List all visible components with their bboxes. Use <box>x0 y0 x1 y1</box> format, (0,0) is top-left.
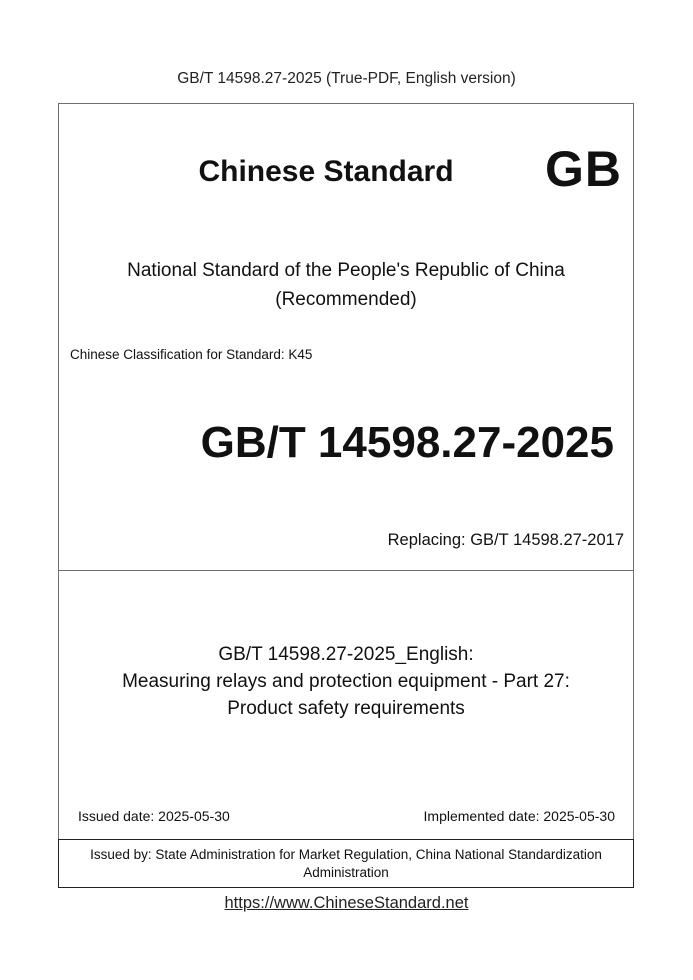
issued-date: Issued date: 2025-05-30 <box>78 808 230 824</box>
replacing-text: Replacing: GB/T 14598.27-2017 <box>387 531 624 549</box>
implemented-date: Implemented date: 2025-05-30 <box>423 808 615 824</box>
website-link[interactable]: https://www.ChineseStandard.net <box>224 894 469 912</box>
standard-number: GB/T 14598.27-2025 <box>200 418 614 467</box>
national-line-2: (Recommended) <box>275 289 417 310</box>
document-header-title: GB/T 14598.27-2025 (True-PDF, English version) <box>177 70 516 87</box>
national-line-1: National Standard of the People's Republic of China <box>127 260 565 281</box>
standard-label: Chinese Standard <box>198 155 454 188</box>
title-line-2: Measuring relays and protection equipment - Part 27: <box>122 671 570 692</box>
national-standard-text <box>58 256 634 314</box>
issuer-text: Issued by: State Administration for Market Regulation, China National Standardization Administration <box>90 847 602 880</box>
title-line-3: Product safety requirements <box>227 698 465 719</box>
gb-mark: GB <box>545 141 622 197</box>
document-title-block <box>58 641 634 722</box>
section-divider <box>58 570 634 571</box>
title-line-1: GB/T 14598.27-2025_English: <box>218 644 474 665</box>
cover-frame <box>58 103 634 888</box>
classification-text: Chinese Classification for Standard: K45 <box>70 347 313 362</box>
